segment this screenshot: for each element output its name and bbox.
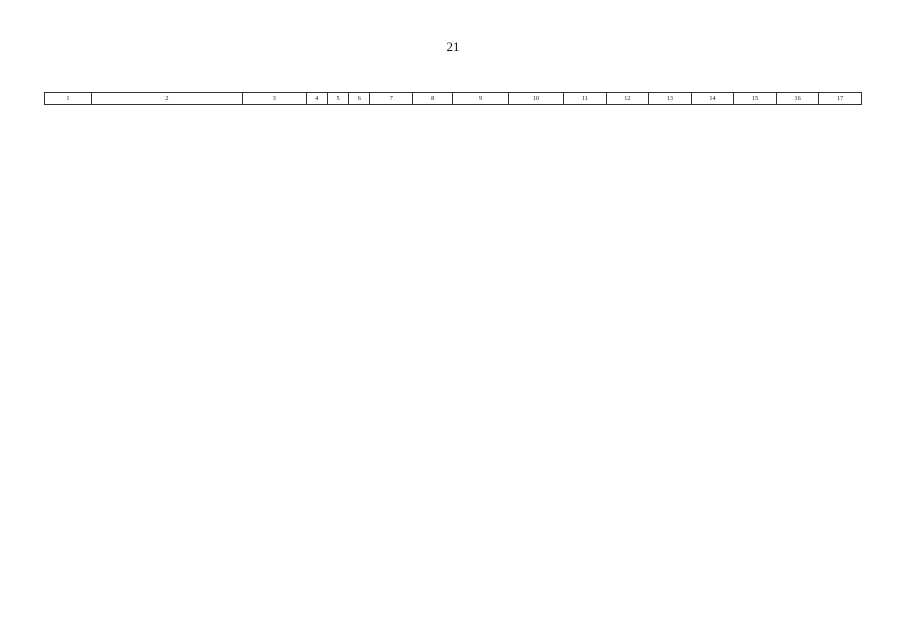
header-row — [45, 93, 862, 105]
column-number: 9 — [453, 93, 508, 105]
column-number: 11 — [564, 93, 607, 105]
column-number: 17 — [819, 93, 862, 105]
column-number: 14 — [691, 93, 734, 105]
column-number: 6 — [349, 93, 370, 105]
column-number: 3 — [242, 93, 306, 105]
column-number: 8 — [413, 93, 453, 105]
column-number: 1 — [45, 93, 92, 105]
column-number: 12 — [606, 93, 649, 105]
column-number: 2 — [91, 93, 242, 105]
column-number: 16 — [776, 93, 819, 105]
column-number: 4 — [306, 93, 327, 105]
column-number: 7 — [370, 93, 413, 105]
program-financing-table — [44, 92, 862, 105]
column-number: 5 — [327, 93, 348, 105]
page-number: 21 — [446, 39, 460, 54]
column-number: 15 — [734, 93, 777, 105]
column-number: 10 — [508, 93, 563, 105]
column-number: 13 — [649, 93, 692, 105]
